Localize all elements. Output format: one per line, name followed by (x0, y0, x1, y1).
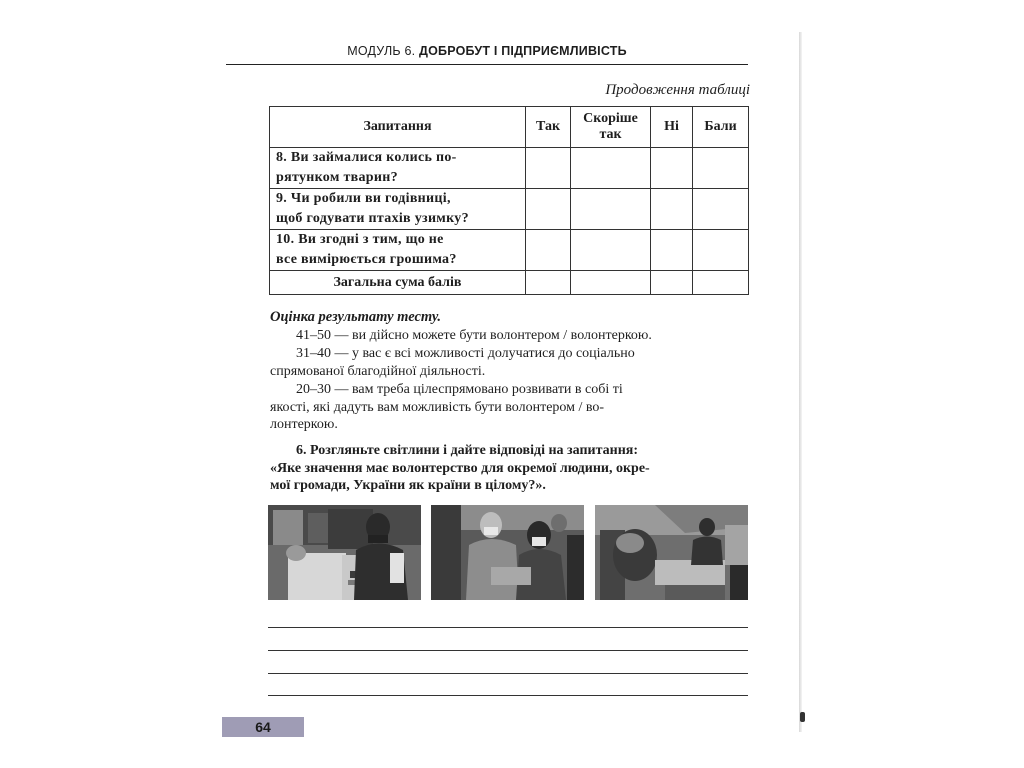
answer-line[interactable] (268, 695, 748, 696)
table-row (270, 148, 749, 189)
table-row (270, 189, 749, 230)
answer-cell-yes[interactable] (526, 230, 571, 271)
module-label: МОДУЛЬ 6. (347, 44, 416, 58)
answer-cell-points[interactable] (693, 148, 749, 189)
module-header (226, 44, 748, 58)
photo-image (595, 505, 748, 600)
question-line: все вимірюється грошима? (276, 252, 457, 267)
answer-cell-yes[interactable] (526, 189, 571, 230)
col-header-yes: Так (526, 107, 571, 148)
answer-line[interactable] (268, 673, 748, 674)
question-line: щоб годувати птахів узимку? (276, 211, 469, 226)
total-cell-points[interactable] (693, 271, 749, 295)
result-31-40 (270, 345, 750, 380)
result-text: 31–40 — у вас є всі можливості долучатися до соціально (296, 346, 635, 361)
question-cell (270, 230, 526, 271)
question-cell (270, 148, 526, 189)
answer-cell-rather-yes[interactable] (571, 148, 651, 189)
result-text: 41–50 — ви дійсно можете бути волонтером / волонтеркою. (296, 328, 652, 343)
table-total-row (270, 271, 749, 295)
result-text: спрямованої благодійної діяльності. (270, 363, 486, 379)
total-label: Загальна сума балів (270, 271, 526, 295)
result-text: 20–30 — вам треба цілеспрямовано розвивати в собі ті (296, 382, 623, 397)
module-title: ДОБРОБУТ І ПІДПРИЄМЛИВІСТЬ (419, 44, 627, 58)
question-line: 8. Ви займалися колись по- (276, 150, 457, 165)
result-text: лонтеркою. (270, 417, 338, 432)
answer-cell-points[interactable] (693, 189, 749, 230)
photo-image (268, 505, 421, 600)
answer-cell-no[interactable] (651, 230, 693, 271)
evaluation-title: Оцінка результату тесту. (270, 309, 441, 325)
col-header-question: Запитання (270, 107, 526, 148)
page-number: 64 (222, 717, 304, 737)
total-cell-no[interactable] (651, 271, 693, 295)
table-header-row (270, 107, 749, 148)
task-text: мої громади, України як країни в цілому?». (270, 478, 546, 493)
answer-cell-rather-yes[interactable] (571, 189, 651, 230)
answer-cell-rather-yes[interactable] (571, 230, 651, 271)
col-header-points: Бали (693, 107, 749, 148)
total-cell-rather-yes[interactable] (571, 271, 651, 295)
col-header-no: Ні (651, 107, 693, 148)
volunteers-masks-photo (431, 505, 584, 600)
task-text: «Яке значення має волонтерство для окремої людини, окре- (270, 460, 650, 476)
page-edge-shadow (799, 32, 802, 732)
task-6 (270, 442, 750, 495)
table-continuation-note: Продовження таблиці (605, 82, 750, 98)
answer-line[interactable] (268, 650, 748, 651)
question-line: 9. Чи робили ви годівниці, (276, 191, 451, 206)
header-rule (226, 64, 748, 65)
answer-cell-no[interactable] (651, 148, 693, 189)
task-text: 6. Розгляньте світлини і дайте відповіді на запитання: (296, 443, 639, 458)
question-line: 10. Ви згодні з тим, що не (276, 232, 444, 247)
col-header-rather-yes-label: Скоріше так (583, 111, 638, 142)
questions-table (269, 106, 749, 295)
result-text: якості, які дадуть вам можливість бути волонтером / во- (270, 399, 605, 415)
table-row (270, 230, 749, 271)
edge-mark (800, 712, 805, 722)
volunteer-boxes-photo (268, 505, 421, 600)
answer-cell-points[interactable] (693, 230, 749, 271)
answer-cell-yes[interactable] (526, 148, 571, 189)
total-cell-yes[interactable] (526, 271, 571, 295)
answer-cell-no[interactable] (651, 189, 693, 230)
question-cell (270, 189, 526, 230)
result-41-50 (270, 327, 750, 345)
col-header-rather-yes (571, 107, 651, 148)
answer-line[interactable] (268, 627, 748, 628)
photo-image (431, 505, 584, 600)
volunteer-camp-photo (595, 505, 748, 600)
result-20-30 (270, 381, 750, 434)
question-line: рятунком тварин? (276, 170, 398, 185)
